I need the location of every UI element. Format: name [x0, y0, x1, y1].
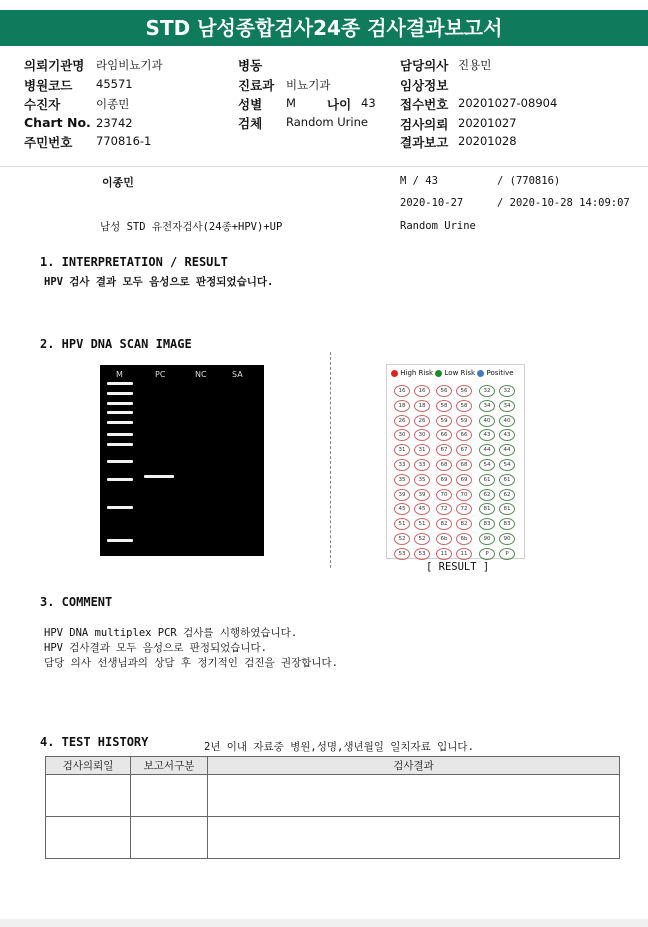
section-history-heading: 4. TEST HISTORY: [40, 735, 149, 749]
hpv-type-cell: 26: [414, 415, 430, 427]
hpv-type-cell: 72: [436, 503, 452, 515]
hpv-type-cell: 54: [479, 459, 495, 471]
test-name: 남성 STD 유전자검사(24종+HPV)+UP: [100, 221, 283, 233]
col-result: 검사결과: [208, 757, 620, 775]
field-value: Random Urine: [286, 115, 368, 129]
hpv-type-cell: 11: [436, 548, 452, 560]
history-table: [45, 756, 620, 859]
hpv-type-cell: 16: [394, 385, 410, 397]
field-value: 비뇨기과: [286, 78, 331, 92]
hpv-type-cell: 43: [499, 429, 515, 441]
hpv-type-cell: 45: [394, 503, 410, 515]
hpv-type-cell: 82: [436, 518, 452, 530]
hpv-type-cell: 67: [456, 444, 472, 456]
field-value: 진용민: [458, 58, 492, 72]
hpv-type-cell: 70: [456, 489, 472, 501]
hpv-type-cell: 62: [479, 489, 495, 501]
gel-image: [100, 365, 264, 556]
field-value: 이종민: [96, 97, 130, 111]
table-cell: [208, 817, 620, 859]
sex-age: M / 43: [400, 175, 438, 187]
hpv-type-cell: 81: [499, 503, 515, 515]
hpv-type-cell: 67: [436, 444, 452, 456]
high-risk-dot-icon: [391, 370, 398, 377]
hpv-type-cell: 83: [499, 518, 515, 530]
hpv-type-cell: 90: [499, 533, 515, 545]
table-cell: [46, 775, 131, 817]
section-scan-heading: 2. HPV DNA SCAN IMAGE: [40, 337, 192, 351]
col-report-type: 보고서구분: [131, 757, 208, 775]
ladder-band: [107, 506, 133, 509]
hpv-type-cell: 35: [414, 474, 430, 486]
hpv-type-cell: 35: [394, 474, 410, 486]
table-cell: [208, 775, 620, 817]
table-row: [46, 817, 620, 859]
hpv-type-cell: 61: [499, 474, 515, 486]
table-cell: [46, 817, 131, 859]
hpv-type-cell: 39: [394, 489, 410, 501]
legend-low-risk: Low Risk: [444, 369, 476, 377]
hpv-type-cell: 83: [479, 518, 495, 530]
hpv-type-cell: 68: [436, 459, 452, 471]
hpv-type-cell: 34: [479, 400, 495, 412]
field-label: 접수번호: [400, 97, 449, 112]
history-note: 2년 이내 자료중 병원,성명,생년월일 일치자료 입니다.: [204, 741, 474, 753]
hpv-type-cell: 72: [456, 503, 472, 515]
field-label: 진료과: [238, 78, 275, 93]
hpv-type-cell: 52: [394, 533, 410, 545]
field-value: 770816-1: [96, 134, 152, 148]
result-caption: [ RESULT ]: [426, 561, 490, 573]
ladder-band: [107, 539, 133, 542]
hpv-type-cell: 66: [456, 429, 472, 441]
image-divider: [330, 352, 331, 568]
gel-lane-label: PC: [155, 370, 166, 379]
patient-id: / (770816): [497, 175, 561, 187]
gel-lane-label: SA: [232, 370, 243, 379]
field-label: 의뢰기관명: [24, 58, 85, 73]
legend-high-risk: High Risk: [400, 369, 434, 377]
field-label: Chart No.: [24, 115, 91, 130]
hpv-type-cell: 59: [456, 415, 472, 427]
hpv-type-cell: 51: [394, 518, 410, 530]
interpretation-text: HPV 검사 결과 모두 음성으로 판정되었습니다.: [44, 276, 274, 288]
hpv-type-cell: 39: [414, 489, 430, 501]
hpv-type-cell: 82: [456, 518, 472, 530]
date-reported: / 2020-10-28 14:09:07: [497, 197, 630, 209]
low-risk-dot-icon: [435, 370, 442, 377]
field-label: 담당의사: [400, 58, 449, 73]
field-label: 성별: [238, 97, 263, 112]
field-label: 검체: [238, 116, 263, 131]
table-row: [46, 775, 620, 817]
field-value: 20201028: [458, 134, 517, 148]
hpv-type-cell: 32: [499, 385, 515, 397]
col-request-date: 검사의뢰일: [46, 757, 131, 775]
field-value: 20201027: [458, 116, 517, 130]
hpv-type-cell: 40: [499, 415, 515, 427]
field-label: 수진자: [24, 97, 61, 112]
legend: [391, 369, 514, 377]
section-interpretation-heading: 1. INTERPRETATION / RESULT: [40, 255, 228, 269]
hpv-type-cell: 69: [436, 474, 452, 486]
hpv-type-cell: 53: [394, 548, 410, 560]
comment-line: 담당 의사 선생님과의 상담 후 정기적인 검진을 권장합니다.: [44, 657, 339, 669]
gel-band-pc: [144, 475, 174, 478]
hpv-type-cell: 66: [436, 429, 452, 441]
hpv-type-cell: 16: [414, 385, 430, 397]
hpv-type-cell: 11: [456, 548, 472, 560]
field-label: 임상정보: [400, 78, 449, 93]
hpv-type-cell: 56: [436, 385, 452, 397]
hpv-type-cell: 6b: [456, 533, 472, 545]
field-label: 병동: [238, 58, 263, 73]
ladder-band: [107, 392, 133, 395]
patient-name: 이종민: [102, 176, 134, 189]
hpv-type-cell: 44: [499, 444, 515, 456]
page-footer-bar: [0, 919, 648, 927]
gel-lane-label: M: [116, 370, 123, 379]
hpv-type-cell: 32: [479, 385, 495, 397]
positive-dot-icon: [477, 370, 484, 377]
hpv-type-cell: 68: [456, 459, 472, 471]
ladder-band: [107, 478, 133, 481]
hpv-type-cell: 31: [394, 444, 410, 456]
field-label: 결과보고: [400, 135, 449, 150]
field-label: 검사의뢰: [400, 117, 449, 132]
hpv-type-cell: 54: [499, 459, 515, 471]
ladder-band: [107, 421, 133, 424]
hpv-type-cell: 70: [436, 489, 452, 501]
gel-lane-label: NC: [195, 370, 207, 379]
field-label: 병원코드: [24, 78, 73, 93]
hpv-type-cell: 34: [499, 400, 515, 412]
hpv-type-cell: 62: [499, 489, 515, 501]
hpv-type-cell: 30: [394, 429, 410, 441]
field-value: 라임비뇨기과: [96, 58, 163, 72]
field-value: 20201027-08904: [458, 96, 558, 110]
ladder-band: [107, 433, 133, 436]
hpv-type-cell: 56: [456, 385, 472, 397]
hpv-type-cell: 26: [394, 415, 410, 427]
specimen: Random Urine: [400, 220, 476, 232]
table-cell: [131, 817, 208, 859]
hpv-type-cell: 61: [479, 474, 495, 486]
hpv-type-cell: 90: [479, 533, 495, 545]
hpv-type-cell: 30: [414, 429, 430, 441]
ladder-band: [107, 460, 133, 463]
hpv-type-cell: 6b: [436, 533, 452, 545]
hpv-type-cell: P: [479, 548, 495, 560]
age-label: 나이: [327, 97, 352, 112]
ladder-band: [107, 402, 133, 405]
field-value: M: [286, 96, 296, 110]
hpv-type-cell: 31: [414, 444, 430, 456]
hpv-type-cell: 51: [414, 518, 430, 530]
field-value: 45571: [96, 77, 133, 91]
hpv-type-cell: 18: [394, 400, 410, 412]
hpv-type-cell: 69: [456, 474, 472, 486]
hpv-type-cell: 43: [479, 429, 495, 441]
comment-line: HPV 검사결과 모두 음성으로 판정되었습니다.: [44, 642, 268, 654]
hpv-type-cell: 58: [436, 400, 452, 412]
hpv-type-cell: 40: [479, 415, 495, 427]
hpv-type-cell: 58: [456, 400, 472, 412]
section-comment-heading: 3. COMMENT: [40, 595, 113, 609]
hpv-type-cell: 45: [414, 503, 430, 515]
hpv-type-cell: 52: [414, 533, 430, 545]
comment-line: HPV DNA multiplex PCR 검사를 시행하였습니다.: [44, 627, 298, 639]
header-divider: [0, 166, 648, 167]
field-value: 23742: [96, 116, 133, 130]
ladder-band: [107, 411, 133, 414]
hpv-type-cell: 53: [414, 548, 430, 560]
legend-positive: Positive: [486, 369, 514, 377]
hpv-result-panel: [386, 364, 525, 559]
hpv-type-cell: 33: [414, 459, 430, 471]
ladder-band: [107, 443, 133, 446]
date-received: 2020-10-27: [400, 197, 464, 209]
table-header-row: [46, 757, 620, 775]
hpv-type-cell: 81: [479, 503, 495, 515]
field-label: 주민번호: [24, 135, 73, 150]
hpv-type-cell: 18: [414, 400, 430, 412]
age-value: 43: [361, 96, 376, 110]
hpv-type-cell: 44: [479, 444, 495, 456]
hpv-type-cell: P: [499, 548, 515, 560]
ladder-band: [107, 382, 133, 385]
hpv-type-cell: 59: [436, 415, 452, 427]
hpv-type-cell: 33: [394, 459, 410, 471]
report-title: STD 남성종합검사24종 검사결과보고서: [0, 10, 648, 46]
table-cell: [131, 775, 208, 817]
